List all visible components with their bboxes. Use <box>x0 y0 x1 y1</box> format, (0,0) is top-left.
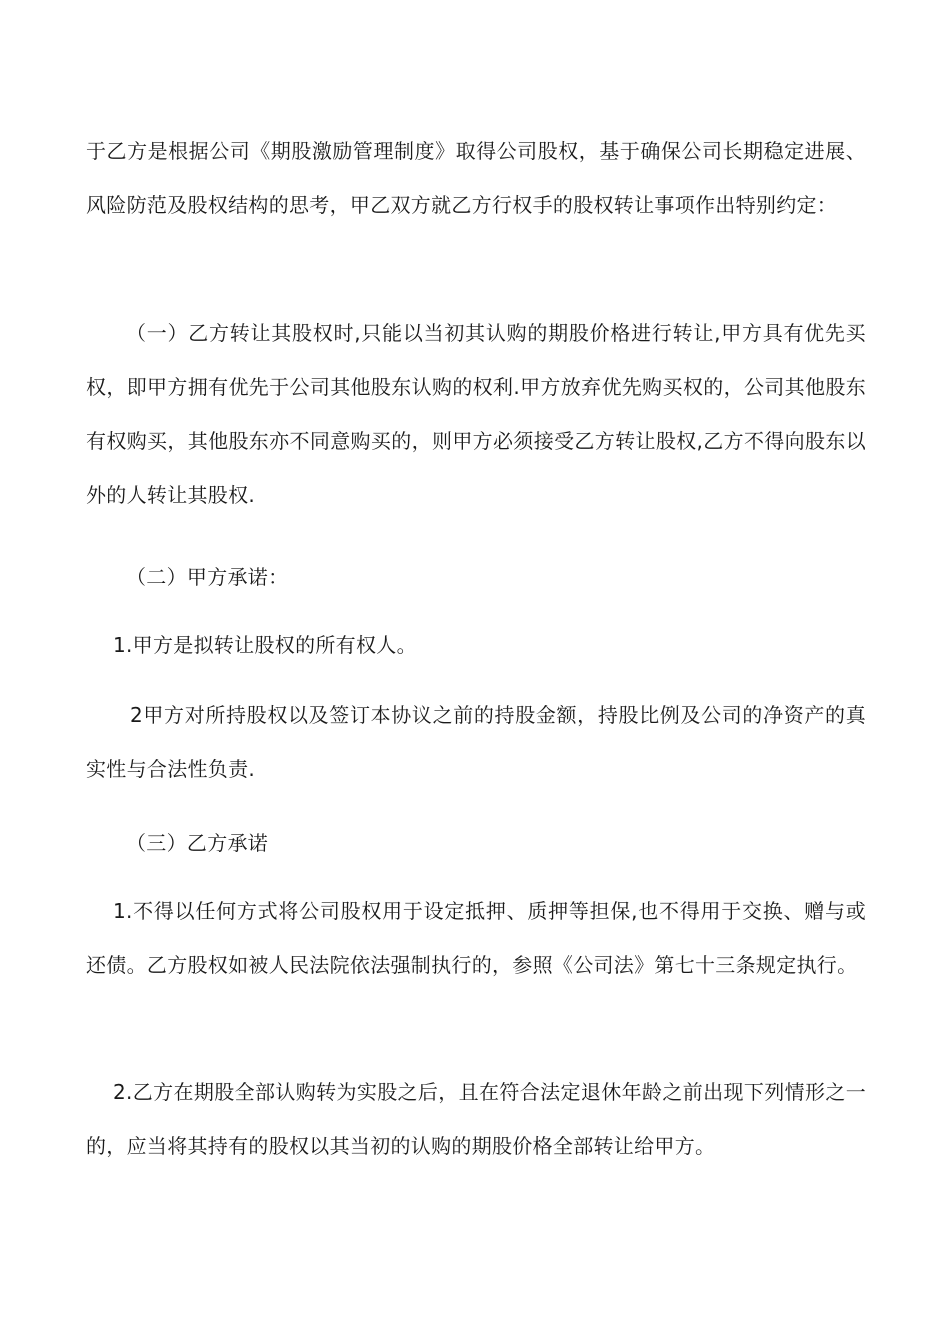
paragraph-intro: 于乙方是根据公司《期股激励管理制度》取得公司股权，基于确保公司长期稳定进展、风险防范及股权结构的思考，甲乙双方就乙方行权手的股权转让事项作出特别约定： <box>86 139 866 217</box>
paragraph-section-2-item-2: 2甲方对所持股权以及签订本协议之前的持股金额，持股比例及公司的净资产的真实性与合法性负责. <box>86 703 866 781</box>
paragraph-section-2-item-1: 1.甲方是拟转让股权的所有权人。 <box>113 633 417 657</box>
paragraph-section-3-item-2: 2.乙方在期股全部认购转为实股之后，且在符合法定退休年龄之前出现下列情形之一的，应当将其持有的股权以其当初的认购的期股价格全部转让给甲方。 <box>86 1080 866 1158</box>
paragraph-section-3-heading: （三）乙方承诺 <box>126 831 269 855</box>
paragraph-section-1: （一）乙方转让其股权时,只能以当初其认购的期股价格进行转让,甲方具有优先买权，即甲方拥有优先于公司其他股东认购的权利.甲方放弃优先购买权的，公司其他股东有权购买，其他股东亦不同意购买的，则甲方必须接受乙方转让股权,乙方不得向股东以外的人转让其股权. <box>86 321 866 507</box>
paragraph-section-2-heading: （二）甲方承诺： <box>126 565 289 589</box>
paragraph-section-3-item-1: 1.不得以任何方式将公司股权用于设定抵押、质押等担保,也不得用于交换、赠与或还债。乙方股权如被人民法院依法强制执行的，参照《公司法》第七十三条规定执行。 <box>86 899 866 977</box>
